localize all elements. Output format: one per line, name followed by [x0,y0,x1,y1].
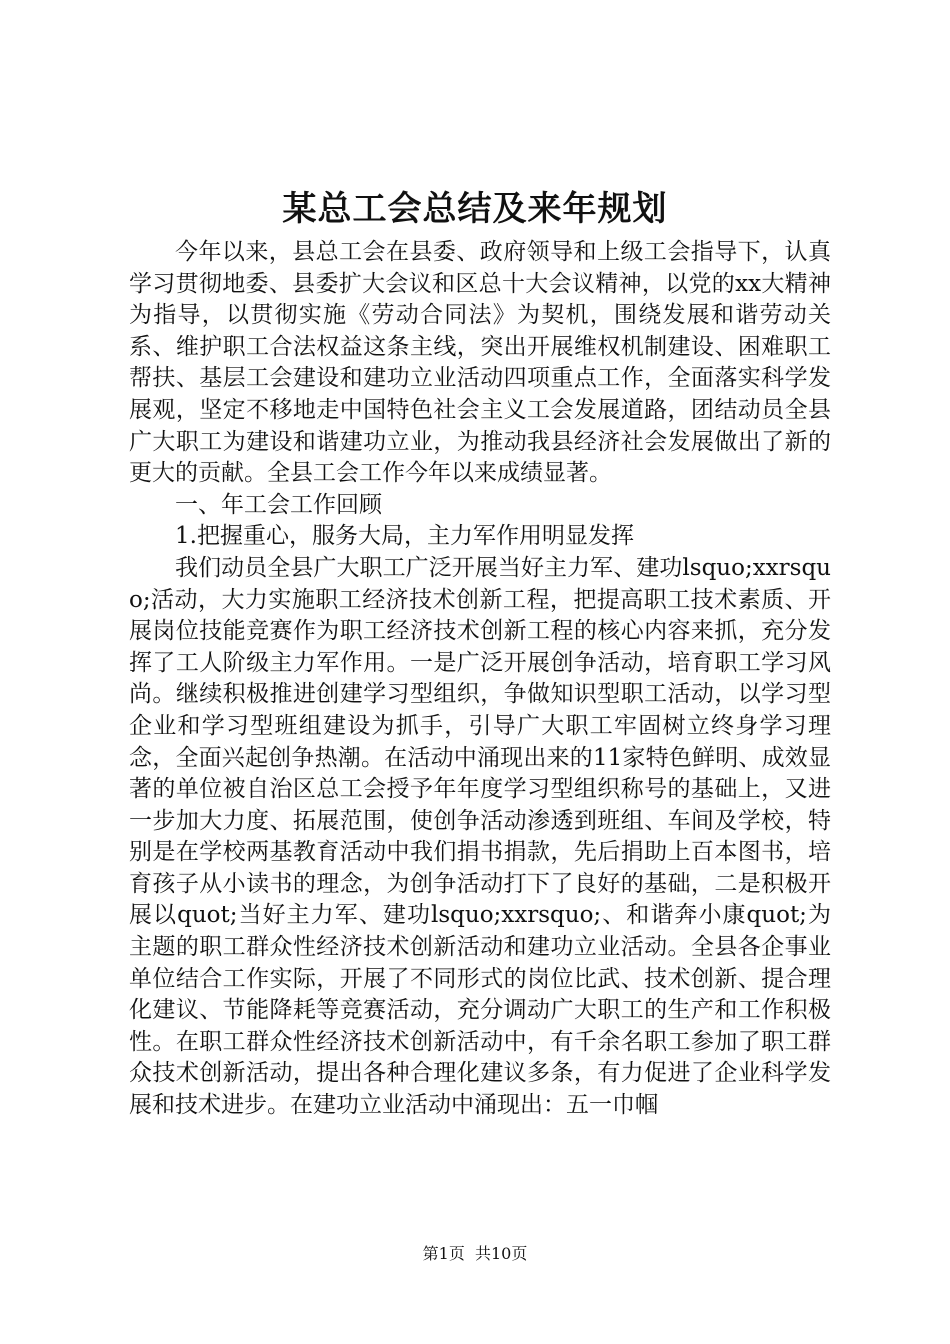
subsection-heading: 1.把握重心，服务大局，主力军作用明显发挥 [175,523,634,550]
intro-paragraph: 今年以来，县总工会在县委、政府领导和上级工会指导下，认真学习贯彻地委、县委扩大会议和区总十大会议精神，以党的xx大精神为指导，以贯彻实施《劳动合同法》为契机，围绕发展和谐劳动关系、维护职工合法权益这条主线，突出开展维权机制建设、困难职工帮扶、基层工会建设和建功立业活动四项重点工作，全面落实科学发展观，坚定不移地走中国特色社会主义工会发展道路，团结动员全县广大职工为建设和谐建功立业，为推动我县经济社会发展做出了新的更大的贡献。全县工会工作今年以来成绩显著。 [129,239,831,487]
section-heading: 一、年工会工作回顾 [175,491,382,518]
document-title: 某总工会总结及来年规划 [282,189,668,229]
page-footer: 第1页 共10页 [422,1244,528,1263]
document-body [129,237,831,1122]
body-paragraph: 我们动员全县广大职工广泛开展当好主力军、建功lsquo;xxrsquo;活动，大力实施职工经济技术创新工程，把提高职工技术素质、开展岗位技能竞赛作为职工经济技术创新工程的核心内容来抓，充分发挥了工人阶级主力军作用。一是广泛开展创争活动，培育职工学习风尚。继续积极推进创建学习型组织，争做知识型职工活动，以学习型企业和学习型班组建设为抓手，引导广大职工牢固树立终身学习理念，全面兴起创争热潮。在活动中涌现出来的11家特色鲜明、成效显著的单位被自治区总工会授予年年度学习型组织称号的基础上，又进一步加大力度、拓展范围，使创争活动渗透到班组、车间及学校，特别是在学校两基教育活动中我们捐书捐款，先后捐助上百本图书，培育孩子从小读书的理念，为创争活动打下了良好的基础，二是积极开展以quot;当好主力军、建功lsquo;xxrsquo;、和谐奔小康quot;为主题的职工群众性经济技术创新活动和建功立业活动。全县各企事业单位结合工作实际，开展了不同形式的岗位比武、技术创新、提合理化建议、节能降耗等竞赛活动，充分调动广大职工的生产和工作积极性。在职工群众性经济技术创新活动中，有千余名职工参加了职工群众技术创新活动，提出各种合理化建议多条，有力促进了企业科学发展和技术进步。在建功立业活动中涌现出：五一巾帼 [129,554,831,1119]
